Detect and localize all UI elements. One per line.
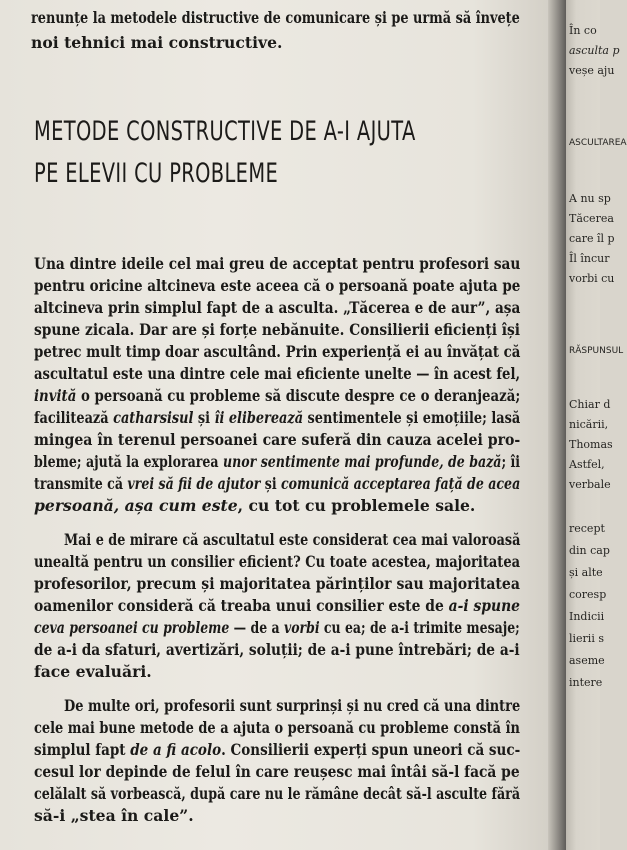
book-spine-shadow	[548, 0, 566, 850]
italic-run: îi eliberează	[214, 408, 304, 427]
italic-run: vorbi	[283, 618, 320, 637]
text-line	[34, 474, 520, 494]
next-page-text: vorbi cu	[569, 272, 615, 285]
italic-run: comunică acceptarea față de acea	[280, 474, 521, 493]
next-page-text: Thomas	[569, 438, 613, 451]
text-run: , cu tot cu problemele sale.	[237, 496, 476, 515]
italic-run: invită	[34, 386, 77, 405]
next-page-text: Îl încur	[569, 252, 610, 265]
text-line: să-i „stea în cale”.	[34, 806, 194, 825]
text-run: o persoană cu probleme să discute despre ce o deranjează;	[76, 386, 521, 405]
next-page-text: și alte	[569, 566, 603, 579]
text-run: ; îi	[501, 452, 521, 471]
italic-run: vrei să fii de ajutor	[127, 474, 261, 493]
text-run: bleme; ajută la explorarea	[34, 452, 223, 471]
text-line: unealtă pentru un consilier eficient? Cu toate acestea, majoritatea	[34, 552, 521, 571]
section-heading: PE ELEVII CU PROBLEME	[34, 158, 279, 189]
intro-line: noi tehnici mai constructive.	[31, 33, 283, 52]
text-line: ascultatul este una dintre cele mai eficiente unelte — în acest fel,	[34, 364, 521, 383]
text-line: Una dintre ideile cel mai greu de acceptat pentru profesori sau	[34, 254, 521, 273]
italic-run: persoană, așa cum este	[34, 496, 238, 515]
text-run: transmite că	[34, 474, 128, 493]
text-line: petrec mult timp doar ascultând. Prin experiență ei au învățat că	[34, 342, 521, 361]
text-line	[34, 740, 520, 760]
text-line	[34, 408, 520, 428]
next-page-heading: ASCULTAREA	[569, 138, 627, 148]
next-page-text: nicării,	[569, 418, 609, 431]
text-line	[34, 452, 520, 472]
text-line: face evaluări.	[34, 662, 152, 681]
text-line	[34, 386, 520, 406]
next-page-text: coresp	[569, 588, 607, 601]
next-page-text: aseme	[569, 654, 605, 667]
next-page-text: lierii s	[569, 632, 604, 645]
italic-run: catharsisul	[113, 408, 194, 427]
text-line: de a-i da sfaturi, avertizări, soluții; de a-i pune întrebări; de a-i	[34, 640, 520, 659]
text-run: și	[260, 474, 281, 493]
text-run: sentimentele și emoțiile; lasă	[303, 408, 521, 427]
text-line: celălalt să vorbească, după care nu le rămâne decât să-l asculte fără	[34, 784, 521, 803]
italic-run: unor sentimente mai profunde, de bază	[222, 452, 502, 471]
italic-run: a-i spune	[448, 596, 521, 615]
text-line: cele mai bune metode de a ajuta o persoană cu probleme constă în	[34, 718, 520, 737]
text-line	[34, 496, 475, 516]
text-run: și	[193, 408, 215, 427]
next-page-text: care îl p	[569, 232, 615, 245]
text-run: oamenilor consideră că treaba unui consilier este de	[34, 596, 449, 615]
next-page-text: Indicii	[569, 610, 605, 623]
text-line: De multe ori, profesorii sunt surprinși și nu cred că una dintre	[64, 696, 521, 715]
text-line: mingea în terenul persoanei care suferă din cauza acelei pro-	[34, 430, 521, 449]
text-run: simplul fapt	[34, 740, 131, 759]
text-line: spune zicala. Dar are și forțe nebănuite. Consilierii eficienți își	[34, 320, 520, 339]
text-run: cu ea; de a-i trimite mesaje;	[319, 618, 520, 637]
next-page-text: În co	[569, 24, 597, 37]
section-heading: METODE CONSTRUCTIVE DE A-I AJUTA	[34, 116, 416, 147]
text-line: Mai e de mirare că ascultatul este considerat cea mai valoroasă	[64, 530, 521, 549]
next-page-text: Astfel,	[569, 458, 605, 471]
text-line: pentru oricine altcineva este aceea că o persoană poate ajuta pe	[34, 276, 521, 295]
intro-line: renunțe la metodele distructive de comunicare și pe urmă să învețe	[31, 8, 520, 27]
text-line: altcineva prin simplul fapt de a asculta. „Tăcerea e de aur”, așa	[34, 298, 521, 317]
next-page-text: A nu sp	[569, 192, 611, 205]
italic-run: ceva persoanei cu probleme	[34, 618, 230, 637]
text-run: . Consilierii experți spun uneori că suc-	[221, 740, 521, 759]
text-line: profesorilor, precum și majoritatea părinților sau majoritatea	[34, 574, 520, 593]
text-line	[34, 618, 520, 638]
italic-run: de a fi acolo	[130, 740, 222, 759]
next-page-text: Chiar d	[569, 398, 611, 411]
text-line: cesul lor depinde de felul în care reușesc mai întâi să-l facă pe	[34, 762, 520, 781]
next-page-text: recept	[569, 522, 605, 535]
text-line	[34, 596, 520, 616]
text-run: facilitează	[34, 408, 114, 427]
next-page-text: Tăcerea	[569, 212, 614, 225]
next-page-text: veșe aju	[569, 64, 615, 77]
right-page-edge	[566, 0, 627, 850]
next-page-text: intere	[569, 676, 603, 689]
next-page-heading: RĂSPUNSUL	[569, 346, 624, 356]
text-run: — de a	[229, 618, 284, 637]
next-page-text: asculta p	[569, 44, 620, 57]
next-page-text: din cap	[569, 544, 610, 557]
next-page-text: verbale	[569, 478, 611, 491]
